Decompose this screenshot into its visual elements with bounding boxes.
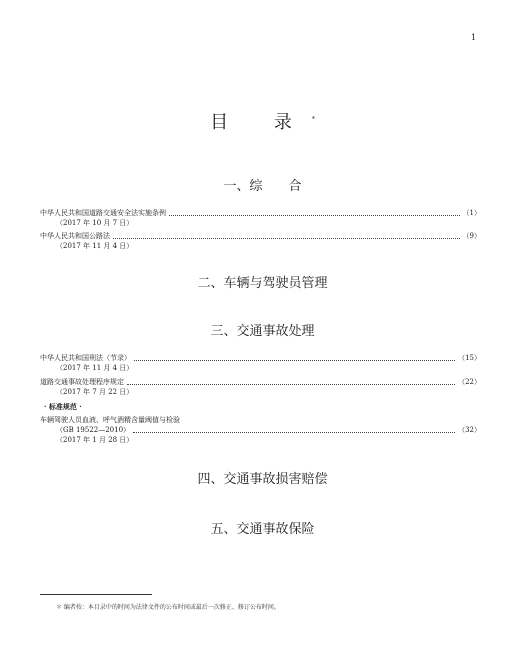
entry-code: （GB 19522—2010） [56, 426, 131, 434]
entry-page: （1） [462, 209, 481, 217]
title-text: 目 录 [210, 112, 312, 133]
entry-page: （9） [462, 232, 481, 240]
dot-leader [169, 214, 460, 216]
entry-date: （2017 年 10 月 7 日） [56, 219, 134, 227]
toc-entry[interactable] [40, 415, 481, 445]
standards-label: · 标准规范 · [44, 402, 82, 411]
page-number: 1 [471, 33, 477, 42]
entry-title: 道路交通事故处理程序规定 [40, 378, 124, 386]
entry-title: 中华人民共和国道路交通安全法实施条例 [40, 209, 166, 217]
entry-page: （22） [458, 378, 481, 386]
entry-page: （15） [458, 354, 481, 362]
entry-title: 中华人民共和国公路法 [40, 232, 110, 240]
dot-leader [133, 431, 455, 433]
entry-date: （2017 年 1 月 28 日） [56, 436, 134, 444]
section-heading-accident-handling: 三、交通事故处理 [210, 324, 315, 339]
section-heading-insurance: 五、交通事故保险 [210, 522, 315, 537]
section-heading-vehicles: 二、车辆与驾驶员管理 [197, 276, 328, 291]
section-heading-compensation: 四、交通事故损害赔偿 [197, 472, 328, 487]
entry-title: 中华人民共和国刑法（节录） [40, 354, 131, 362]
toc-entry[interactable] [40, 377, 481, 397]
entry-page: （32） [458, 426, 481, 434]
section-heading-general: 一、综 合 [223, 179, 302, 194]
entry-date: （2017 年 11 月 4 日） [56, 364, 134, 372]
toc-entry[interactable] [40, 353, 481, 373]
entry-date: （2017 年 7 月 22 日） [56, 388, 134, 396]
entry-date: （2017 年 11 月 4 日） [56, 242, 134, 250]
entry-title: 车辆驾驶人员血液、呼气酒精含量阈值与检验 [40, 416, 180, 424]
dot-leader [134, 359, 455, 361]
dot-leader [113, 237, 460, 239]
footnote-rule [40, 594, 152, 595]
toc-entry[interactable] [40, 208, 481, 228]
footnote: ＊ 编者按：本目录中的时间为法律文件的公布时间或最后一次修正、修订公布时间。 [56, 604, 280, 611]
toc-entry[interactable] [40, 231, 481, 251]
dot-leader [127, 383, 455, 385]
title-footnote-mark: * [311, 116, 315, 123]
page-title [0, 108, 525, 134]
